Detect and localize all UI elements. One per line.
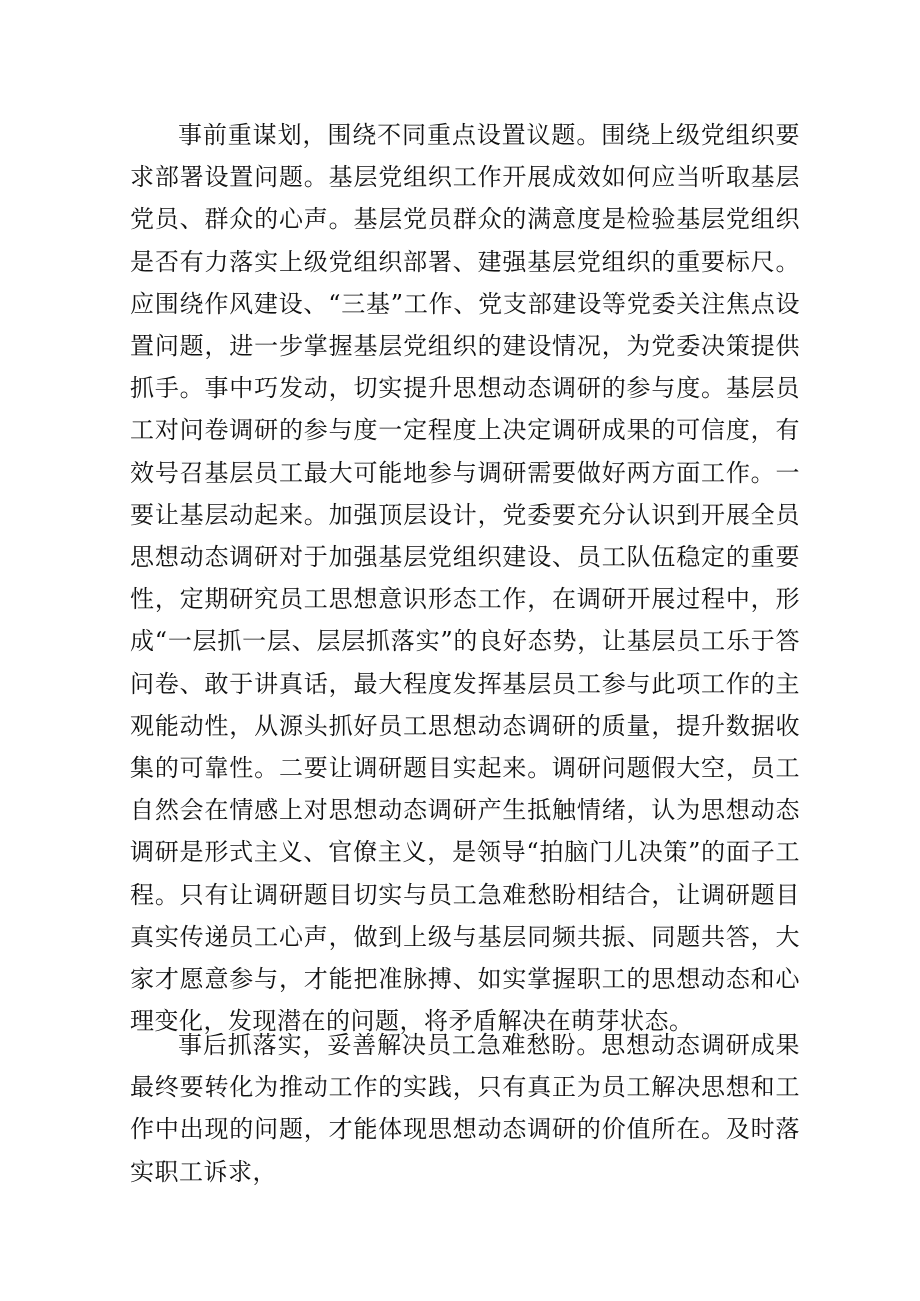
paragraph-research-planning: 事前重谋划，围绕不同重点设置议题。围绕上级党组织要求部署设置问题。基层党组织工作开展成效如何应当听取基层党员、群众的心声。基层党员群众的满意度是检验基层党组织是否有力落实上级党组织部署、建强基层党组织的重要标尺。应围绕作风建设、“三基”工作、党支部建设等党委关注焦点设置问题，进一步掌握基层党组织的建设情况，为党委决策提供抓手。事中巧发动，切实提升思想动态调研的参与度。基层员工对问卷调研的参与度一定程度上决定调研成果的可信度，有效号召基层员工最大可能地参与调研需要做好两方面工作。一要让基层动起来。加强顶层设计，党委要充分认识到开展全员思想动态调研对于加强基层党组织建设、员工队伍稳定的重要性，定期研究员工思想意识形态工作，在调研开展过程中，形成“一层抓一层、层层抓落实”的良好态势，让基层员工乐于答问卷、敢于讲真话，最大程度发挥基层员工参与此项工作的主观能动性，从源头抓好员工思想动态调研的质量，提升数据收集的可靠性。二要让调研题目实起来。调研问题假大空，员工自然会在情感上对思想动态调研产生抵触情绪，认为思想动态调研是形式主义、官僚主义，是领导“拍脑门儿决策”的面子工程。只有让调研题目切实与员工急难愁盼相结合，让调研题目真实传递员工心声，做到上级与基层同频共振、同题共答，大家才愿意参与，才能把准脉搏、如实掌握职工的思想动态和心理变化，发现潜在的问题，将矛盾解决在萌芽状态。 bbox=[130, 121, 800, 1036]
paragraph-follow-up: 事后抓落实，妥善解决员工急难愁盼。思想动态调研成果最终要转化为推动工作的实践，只有真正为员工解决思想和工作中出现的问题，才能体现思想动态调研的价值所在。及时落实职工诉求， bbox=[130, 1031, 800, 1186]
